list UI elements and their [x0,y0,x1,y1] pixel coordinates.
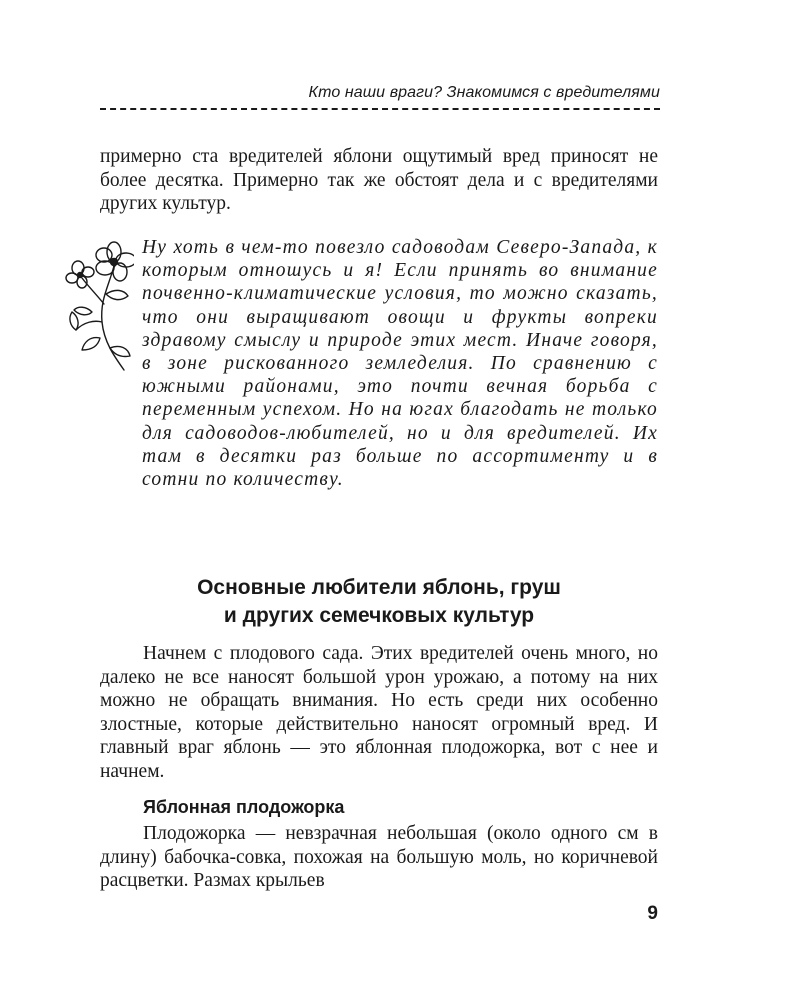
page-number: 9 [647,903,658,924]
subsection-heading: Яблонная плодожорка [143,797,345,817]
subsection-paragraph: Плодожорка — невзрачная небольшая (около одного см в длину) бабочка-совка, похожая на большую моль, но коричневой расцветки. Размах крыльев [100,823,658,891]
header-rule [100,108,660,110]
flower-icon [64,238,134,378]
section-heading-line-1: Основные любители яблонь, груш [197,576,561,599]
section-heading-line-2: и других семечковых культур [223,604,535,627]
aside-quote: Ну хоть в чем-то повезло садоводам Северо-Запада, к которым отношусь и я! Если принять во внимание почвенно-климатические условия, то можно сказать, что они выращивают овощи и фрукты вопреки здравому смыслу и природе этих мест. Иначе говоря, в зоне рискованного земледелия. По сравнению с южными районами, это почти вечная борьба с переменным успехом. Но на югах благодать не только для садоводов-любителей, но и для вредителей. Их там в десятки раз больше по ассортименту и в сотни по количеству. [142,237,658,491]
section-heading [100,574,658,630]
intro-paragraph: примерно ста вредителей яблони ощутимый вред приносят не более десятка. Примерно так же обстоят дела и с вредителями других культур. [100,146,658,214]
section-paragraph: Начнем с плодового сада. Этих вредителей очень много, но далеко не все наносят большой урон урожаю, а потому на них можно не обращать внимания. Но есть среди них особенно злостные, которые действительно наносят огромный вред. И главный враг яблонь — это яблонная плодожорка, вот с нее и начнем. [100,643,658,782]
running-head: Кто наши враги? Знакомимся с вредителями [308,84,660,101]
